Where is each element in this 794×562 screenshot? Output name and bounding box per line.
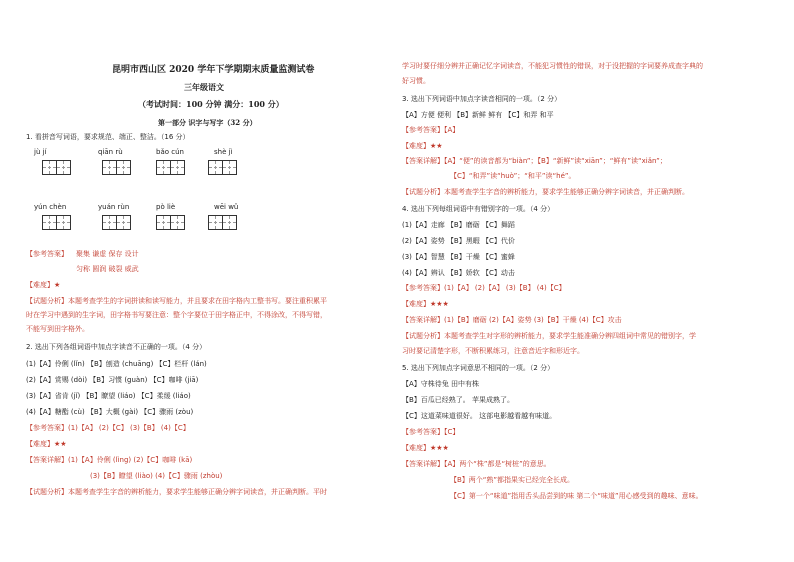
tianzige-box[interactable]: [208, 160, 236, 175]
q3-difficulty: 【难度】★★: [402, 142, 443, 150]
q2-analysis-cont: 学习时要仔细分辨并正确记忆字词读音，不能犯习惯性的错误，对于没把握的字词要养成查字典的: [402, 62, 703, 70]
q1-analysis: 不能写到田字格外。: [26, 325, 89, 333]
q5-stem: 5. 选出下列加点字词意思不相同的一项。（2 分）: [402, 364, 555, 372]
q3-analysis: 【试题分析】本题考查学生字音的辨析能力，要求学生能够正确分辨字词读音，并正确判断。: [402, 188, 689, 196]
tianzige-box[interactable]: [156, 215, 184, 230]
tianzige-box[interactable]: [42, 215, 70, 230]
q5-difficulty: 【难度】★★★: [402, 444, 449, 452]
q2-analysis-cont: 好习惯。: [402, 77, 430, 85]
q2-option-row: (3)【A】省肯 (jǐ) 【B】瞭望 (liáo) 【C】柔缓 (liáo): [26, 392, 191, 400]
q1-analysis: 时在学习中遇到的生字词，田字格书写要注意：整个字要位于田字格正中，不得涂改，不得写错，: [26, 311, 327, 319]
pinyin: shè jì: [214, 148, 233, 156]
q4-stem: 4. 选出下列每组词语中有错别字的一项。（4 分）: [402, 205, 555, 213]
tianzige-box[interactable]: [102, 215, 130, 230]
pinyin: wēi wǔ: [214, 203, 239, 211]
q2-answer: 【参考答案】(1)【A】 (2)【C】 (3)【B】 (4)【C】: [26, 424, 190, 432]
q1-answer-line1: 聚集 谦虚 保存 设计: [76, 250, 139, 258]
q1-answer-line2: 匀称 圆润 破裂 威武: [76, 265, 139, 273]
q3-detail: 【答案详解】【A】“便”的读音都为“biàn”；【B】“新鲜”读“xiān”；“鲜有”读“xiǎn”；: [402, 157, 667, 165]
tianzige-box[interactable]: [208, 215, 236, 230]
exam-info: （考试时间：100 分钟 满分：100 分）: [138, 99, 284, 109]
q2-difficulty: 【难度】★★: [26, 440, 67, 448]
q2-stem: 2. 选出下列各组词语中加点字读音不正确的一项。（4 分）: [26, 343, 207, 351]
exam-subtitle: 三年级语文: [184, 82, 224, 92]
q4-difficulty: 【难度】★★★: [402, 300, 449, 308]
pinyin: jù jí: [34, 148, 47, 156]
q5-answer: 【参考答案】【C】: [402, 428, 460, 436]
q5-option-a: 【A】守株待兔 田中有株: [402, 380, 480, 388]
q2-analysis: 【试题分析】本题考查学生字音的辨析能力，要求学生能够正确分辨字词读音，并正确判断。平时: [26, 488, 327, 496]
q1-stem: 1. 看拼音写词语，要求规范、端正、整洁。（16 分）: [26, 133, 190, 141]
q2-detail: 【答案详解】(1)【A】伶俐 (lìng) (2)【C】咖啡 (kā): [26, 456, 193, 464]
q1-analysis: 【试题分析】本题考查学生的字词拼读和读写能力，并且要求在田字格内工整书写。要注重积累平: [26, 297, 327, 305]
q4-answer: 【参考答案】(1)【A】 (2)【A】 (3)【B】 (4)【C】: [402, 284, 566, 292]
q5-detail: 【B】两个“熟”都指果实已经完全长成。: [450, 476, 575, 484]
q2-detail: (3)【B】瞭望 (liào) (4)【C】骤雨 (zhòu): [90, 472, 223, 480]
q4-option-row: (1)【A】走廊 【B】磨砺 【C】舞蹈: [402, 221, 515, 229]
pinyin: bǎo cún: [156, 148, 184, 156]
q2-option-row: (4)【A】糖酯 (cù) 【B】大概 (gài) 【C】骤雨 (zòu): [26, 408, 194, 416]
q5-detail: 【答案详解】【A】两个“株”都是“树桩”的意思。: [402, 460, 551, 468]
q5-option-c: 【C】这道菜味道很好。 这部电影越看越有味道。: [402, 412, 557, 420]
q3-answer: 【参考答案】【A】: [402, 126, 460, 134]
q4-option-row: (3)【A】智慧 【B】干燥 【C】蜜蜂: [402, 253, 515, 261]
tianzige-box[interactable]: [102, 160, 130, 175]
q1-difficulty: 【难度】★: [26, 281, 61, 289]
pinyin: yuán rùn: [98, 203, 130, 211]
q2-option-row: (2)【A】赏赐 (dòi) 【B】习惯 (guàn) 【C】咖啡 (jiā): [26, 376, 199, 384]
q2-option-row: (1)【A】伶俐 (lǐn) 【B】刨造 (chuāng) 【C】栏杆 (lán): [26, 360, 207, 368]
q5-detail: 【C】第一个“味道”指用舌头品尝到的味 第二个“味道”用心感受到的趣味、意味。: [450, 492, 703, 500]
q4-option-row: (2)【A】姿势 【B】黑暇 【C】代价: [402, 237, 515, 245]
q3-detail: 【C】“和弄”读“huò”；“和平”读“hé”。: [450, 172, 576, 180]
exam-title: 昆明市西山区 2020 学年下学期期末质量监测试卷: [112, 65, 315, 75]
q3-stem: 3. 选出下列词语中加点字读音相同的一项。（2 分）: [402, 95, 562, 103]
tianzige-box[interactable]: [42, 160, 70, 175]
q3-options: 【A】方便 便利 【B】新鲜 鲜有 【C】和弄 和平: [402, 111, 554, 119]
q4-option-row: (4)【A】辨认 【B】娇软 【C】动击: [402, 269, 515, 277]
pinyin: pò liè: [156, 203, 176, 211]
pinyin: yún chèn: [34, 203, 67, 211]
tianzige-box[interactable]: [156, 160, 184, 175]
part-title: 第一部分 识字与写字（32 分）: [158, 118, 257, 127]
q5-option-b: 【B】百瓜已经熟了。 苹果成熟了。: [402, 396, 515, 404]
pinyin: qiān rù: [98, 148, 123, 156]
q1-answer-label: 【参考答案】: [26, 250, 68, 258]
q4-detail: 【答案详解】(1)【B】磨砺 (2)【A】姿势 (3)【B】干燥 (4)【C】攻击: [402, 316, 622, 324]
q4-analysis: 习时要记清楚字形，不断积累练习，注意音近字和形近字。: [402, 347, 584, 355]
q4-analysis: 【试题分析】本题考查学生对字形的辨析能力，要求学生能准确分辨四组词中常见的错别字，学: [402, 332, 696, 340]
